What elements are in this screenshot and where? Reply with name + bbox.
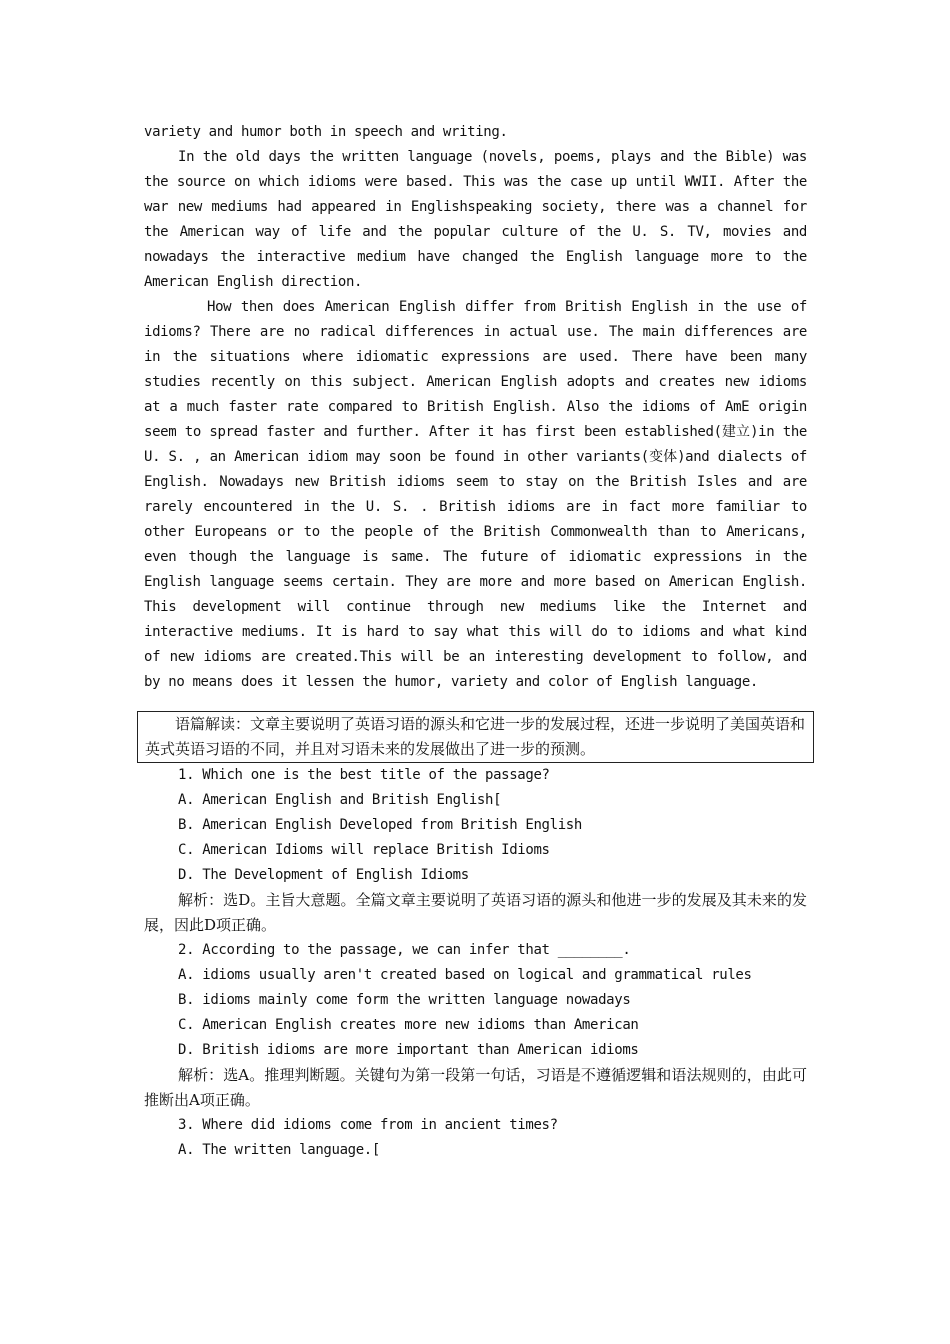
question-option-a: A. The written language.[ bbox=[178, 1142, 380, 1158]
question-option-c: C. American English creates more new idioms than American bbox=[178, 1017, 639, 1033]
question-stem: 3. Where did idioms come from in ancient times? bbox=[178, 1117, 558, 1133]
passage-paragraph-differences: How then does American English differ from British English in the use of idioms? There are no radical differences in actual use. The main differences are in the situations where idiomatic expressions are used. There have been many studies recently on this subject. American English adopts and creates new idioms at a much faster rate compared to British English. Also the idioms of AmE origin seem to spread faster and further. After it has first been established(建立)in the U. S. , an American idiom may soon be found in other variants(变体)and dialects of English. Nowadays new British idioms seem to stay on the British Isles and are rarely encountered in the U. S. . British idioms are in fact more familiar to other Europeans or to the people of the British Commonwealth than to Americans, even though the language is same. The future of idiomatic expressions in the English language seems certain. They are more and more based on American English. This development will continue through new mediums like the Internet and interactive mediums. It is hard to say what this will do to idioms and what kind of new idioms are created.This will be an interesting development to follow, and by no means does it lessen the humor, variety and color of English language. bbox=[144, 299, 807, 690]
question-analysis: 解析：选A。推理判断题。关键句为第一段第一句话，习语是不遵循逻辑和语法规则的，由此可推断出A项正确。 bbox=[144, 1066, 807, 1109]
passage-paragraph-continuation: variety and humor both in speech and writing. bbox=[144, 124, 508, 140]
document-page bbox=[144, 120, 807, 1163]
question-stem: 2. According to the passage, we can infer that ________. bbox=[178, 942, 631, 958]
question-option-b: B. idioms mainly come form the written language nowadays bbox=[178, 992, 631, 1008]
question-stem: 1. Which one is the best title of the passage? bbox=[178, 767, 550, 783]
passage-summary-text: 语篇解读：文章主要说明了英语习语的源头和它进一步的发展过程，还进一步说明了美国英语和英式英语习语的不同，并且对习语未来的发展做出了进一步的预测。 bbox=[145, 715, 806, 758]
question-2 bbox=[144, 938, 807, 1113]
question-option-a: A. idioms usually aren't created based on logical and grammatical rules bbox=[178, 967, 752, 983]
question-analysis: 解析：选D。主旨大意题。全篇文章主要说明了英语习语的源头和他进一步的发展及其未来的发展，因此D项正确。 bbox=[144, 891, 807, 934]
passage-paragraph-origins: In the old days the written language (novels, poems, plays and the Bible) was the source on which idioms were based. This was the case up until WWII. After the war new mediums had appeared in Englishspeaking society, there was a channel for the American way of life and the popular culture of the U. S. TV, movies and nowadays the interactive medium have changed the English language more to the American English direction. bbox=[144, 149, 807, 290]
question-option-a: A. American English and British English[ bbox=[178, 792, 502, 808]
question-option-d: D. British idioms are more important than American idioms bbox=[178, 1042, 639, 1058]
question-option-b: B. American English Developed from British English bbox=[178, 817, 582, 833]
question-1 bbox=[144, 763, 807, 938]
question-option-d: D. The Development of English Idioms bbox=[178, 867, 469, 883]
passage-summary-box bbox=[137, 711, 814, 763]
question-option-c: C. American Idioms will replace British Idioms bbox=[178, 842, 550, 858]
question-3 bbox=[144, 1113, 807, 1163]
